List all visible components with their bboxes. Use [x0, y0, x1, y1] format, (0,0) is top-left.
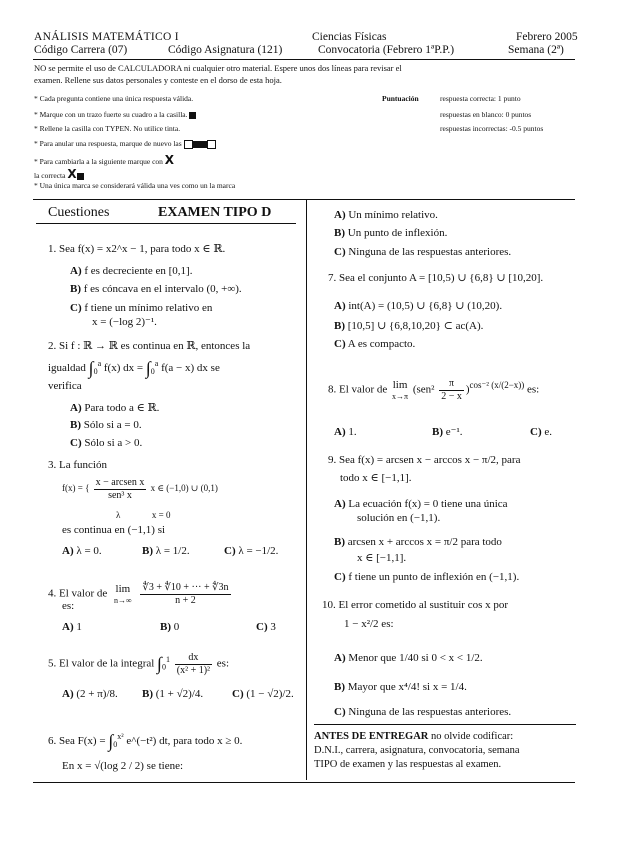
q10-stem-2: 1 − x²/2 es:: [344, 618, 394, 630]
instruction-6: la correcta X: [34, 167, 84, 181]
scoring-correct: respuesta correcta: 1 punto: [440, 94, 521, 103]
instruction-3: * Rellene la casilla con TYPEN. No utilice tinta.: [34, 124, 181, 133]
q1-stem: 1. Sea f(x) = x2^x − 1, para todo x ∈ ℝ.: [48, 243, 226, 255]
column-divider: [306, 200, 307, 780]
section-rule: [36, 223, 296, 224]
q8-option-c[interactable]: C) e.: [530, 426, 552, 438]
q4-option-a[interactable]: A) 1: [62, 621, 82, 633]
scoring-blank: respuestas en blanco: 0 puntos: [440, 110, 532, 119]
q2-option-b[interactable]: B) Sólo si a = 0.: [70, 419, 142, 431]
q10-option-b[interactable]: B) Mayor que x⁴/4! si x = 1/4.: [334, 681, 467, 693]
convocatoria: Convocatoria (Febrero 1ªP.P.): [318, 44, 455, 56]
q1-option-c[interactable]: C) f tiene un mínimo relativo en: [70, 302, 213, 314]
instruction-1: * Cada pregunta contiene una única respuesta válida.: [34, 94, 194, 103]
q7-option-c[interactable]: C) A es compacto.: [334, 338, 416, 350]
q6-stem-1: 6. Sea $F(x) = \int_0^{x^2}$ e^(−t²) dt, para todo x ≥ 0.: [48, 731, 243, 751]
delivery-note-2: D.N.I., carrera, asignatura, convocatoria, semana: [314, 745, 520, 756]
q5-option-b[interactable]: B) (1 + √2)/4.: [142, 688, 204, 700]
q5-option-a[interactable]: A) (2 + π)/8.: [62, 688, 118, 700]
empty-box-icon: [184, 140, 193, 149]
exam-type: EXAMEN TIPO D: [158, 205, 272, 220]
delivery-note-1: ANTES DE ENTREGAR no olvide codificar:: [314, 731, 514, 742]
q5-stem: 5. El valor de la integral $\int_0^1$ $\frac{dx}{\text{(x² + 1)²}}$ es:: [48, 652, 230, 676]
q2-stem-3: verifica: [48, 380, 82, 392]
integral-icon: ∫: [88, 358, 94, 378]
subject-code: Código Asignatura (121): [168, 44, 283, 56]
header-rule: [33, 59, 575, 60]
q9-option-a[interactable]: A) La ecuación f(x) = 0 tiene una única: [334, 498, 508, 510]
q4-option-c[interactable]: C) 3: [256, 621, 276, 633]
q9-stem-1: 9. Sea f(x) = arcsen x − arccos x − π/2, para: [328, 454, 521, 466]
q10-stem-1: 10. El error cometido al sustituir cos x por: [322, 599, 509, 611]
q3-piecewise-2: λ x = 0: [116, 510, 171, 520]
instruction-2: * Marque con un trazo fuerte su cuadro a la casilla.: [34, 110, 196, 119]
q6-option-c[interactable]: C) Ninguna de las respuestas anteriores.: [334, 246, 512, 258]
q2-stem-1: 2. Si f : ℝ → ℝ es continua en ℝ, entonces la: [48, 340, 251, 352]
integral-icon: ∫: [157, 653, 162, 674]
q2-option-c[interactable]: C) Sólo si a > 0.: [70, 437, 143, 449]
q3-option-a[interactable]: A) λ = 0.: [62, 545, 102, 557]
q4-es: es:: [62, 600, 75, 612]
q5-option-c[interactable]: C) (1 − √2)/2.: [232, 688, 294, 700]
integral-icon: ∫: [145, 358, 151, 378]
q2-stem-2: igualdad $\int_0^a$ f(x) dx = $\int_0^a$ f(a − x) dx se: [48, 358, 220, 378]
instructions-rule: [33, 199, 575, 200]
instruction-4: * Para anular una respuesta, marque de nuevo las: [34, 139, 216, 149]
q8-stem: 8. El valor de lim x→π (sen² $\frac{\pi}{2 - x}$ )$^{cos^{-2} (x/(2-x))}$ es:: [328, 378, 540, 402]
q6-option-a[interactable]: A) Un mínimo relativo.: [334, 209, 438, 221]
q1-option-a[interactable]: A) f es decreciente en [0,1].: [70, 265, 193, 277]
bottom-rule: [33, 782, 575, 783]
q9-stem-2: todo x ∈ [−1,1].: [340, 472, 412, 484]
q3-option-c[interactable]: C) λ = −1/2.: [224, 545, 279, 557]
empty-box-icon: [207, 140, 216, 149]
q3-stem: 3. La función: [48, 459, 107, 471]
cross-mark-icon: X: [164, 153, 175, 167]
instruction-7: * Una única marca se considerará válida una ves como un la marca: [34, 181, 236, 190]
q7-stem: 7. Sea el conjunto A = [10,5) ∪ {6,8} ∪ [10,20].: [328, 272, 544, 284]
q9-option-a-cont: solución en (−1,1).: [357, 512, 441, 524]
q1-option-c-cont: x = (−log 2)⁻¹.: [92, 316, 157, 328]
integral-icon: ∫: [108, 731, 114, 751]
q2-option-a[interactable]: A) Para todo a ∈ ℝ.: [70, 402, 160, 414]
q3-option-b[interactable]: B) λ = 1/2.: [142, 545, 190, 557]
q3-piecewise: f(x) = { $\frac{\text{x − arcsen x}}{\text{sen³ x}}$ x ∈ (−1,0) ∪ (0,1): [62, 477, 218, 501]
filled-box-icon: [193, 141, 200, 148]
filled-box-icon: [77, 173, 84, 180]
instructions-line2: examen. Rellene sus datos personales y conteste en el dorso de esta hoja.: [34, 75, 282, 85]
filled-box-icon: [200, 141, 207, 148]
q9-option-c[interactable]: C) f tiene un punto de inflexión en (−1,1).: [334, 571, 520, 583]
cross-mark-icon: X: [67, 167, 77, 181]
section-title: Cuestiones: [48, 205, 110, 220]
delivery-note-3: TIPO de examen y las respuestas al examen.: [314, 759, 502, 770]
q1-option-b[interactable]: B) f es cóncava en el intervalo (0, +∞).: [70, 283, 242, 295]
q6-option-b[interactable]: B) Un punto de inflexión.: [334, 227, 448, 239]
q7-option-a[interactable]: A) int(A) = (10,5) ∪ {6,8} ∪ (10,20).: [334, 300, 503, 312]
filled-box-icon: [189, 112, 196, 119]
q4-stem: 4. El valor de lim n→∞ $\frac{∜3 + ∜10 + \cdot\cdot\cdot + ∜3n}{n + 2}$: [48, 582, 229, 606]
exam-date: Febrero 2005: [516, 31, 578, 43]
instructions-line1: NO se permite el uso de CALCULADORA ni cualquier otro material. Espere unos dos líneas para revisar el: [34, 63, 402, 73]
instruction-5: * Para cambiarla a la siguiente marque con X: [34, 153, 175, 167]
q9-option-b-cont: x ∈ [−1,1].: [357, 552, 407, 564]
q4-option-b[interactable]: B) 0: [160, 621, 180, 633]
q6-stem-2: En x = √(log 2 / 2) se tiene:: [62, 760, 184, 772]
career-code: Código Carrera (07): [34, 44, 128, 56]
q10-option-a[interactable]: A) Menor que 1/40 si 0 < x < 1/2.: [334, 652, 483, 664]
course-title: ANÁLISIS MATEMÁTICO I: [34, 31, 179, 43]
scoring-title: Puntuación: [382, 94, 419, 103]
q7-option-b[interactable]: B) [10,5] ∪ {6,8,10,20} ⊂ ac(A).: [334, 320, 484, 332]
q8-option-b[interactable]: B) e⁻¹.: [432, 426, 463, 438]
scoring-wrong: respuestas incorrectas: -0.5 puntos: [440, 124, 544, 133]
q8-option-a[interactable]: A) 1.: [334, 426, 357, 438]
week: Semana (2ª): [508, 44, 564, 56]
q9-option-b[interactable]: B) arcsen x + arccos x = π/2 para todo: [334, 536, 502, 548]
q10-option-c[interactable]: C) Ninguna de las respuestas anteriores.: [334, 706, 512, 718]
note-rule: [314, 724, 576, 725]
faculty: Ciencias Físicas: [312, 31, 387, 43]
q3-tail: es continua en (−1,1) si: [62, 524, 166, 536]
